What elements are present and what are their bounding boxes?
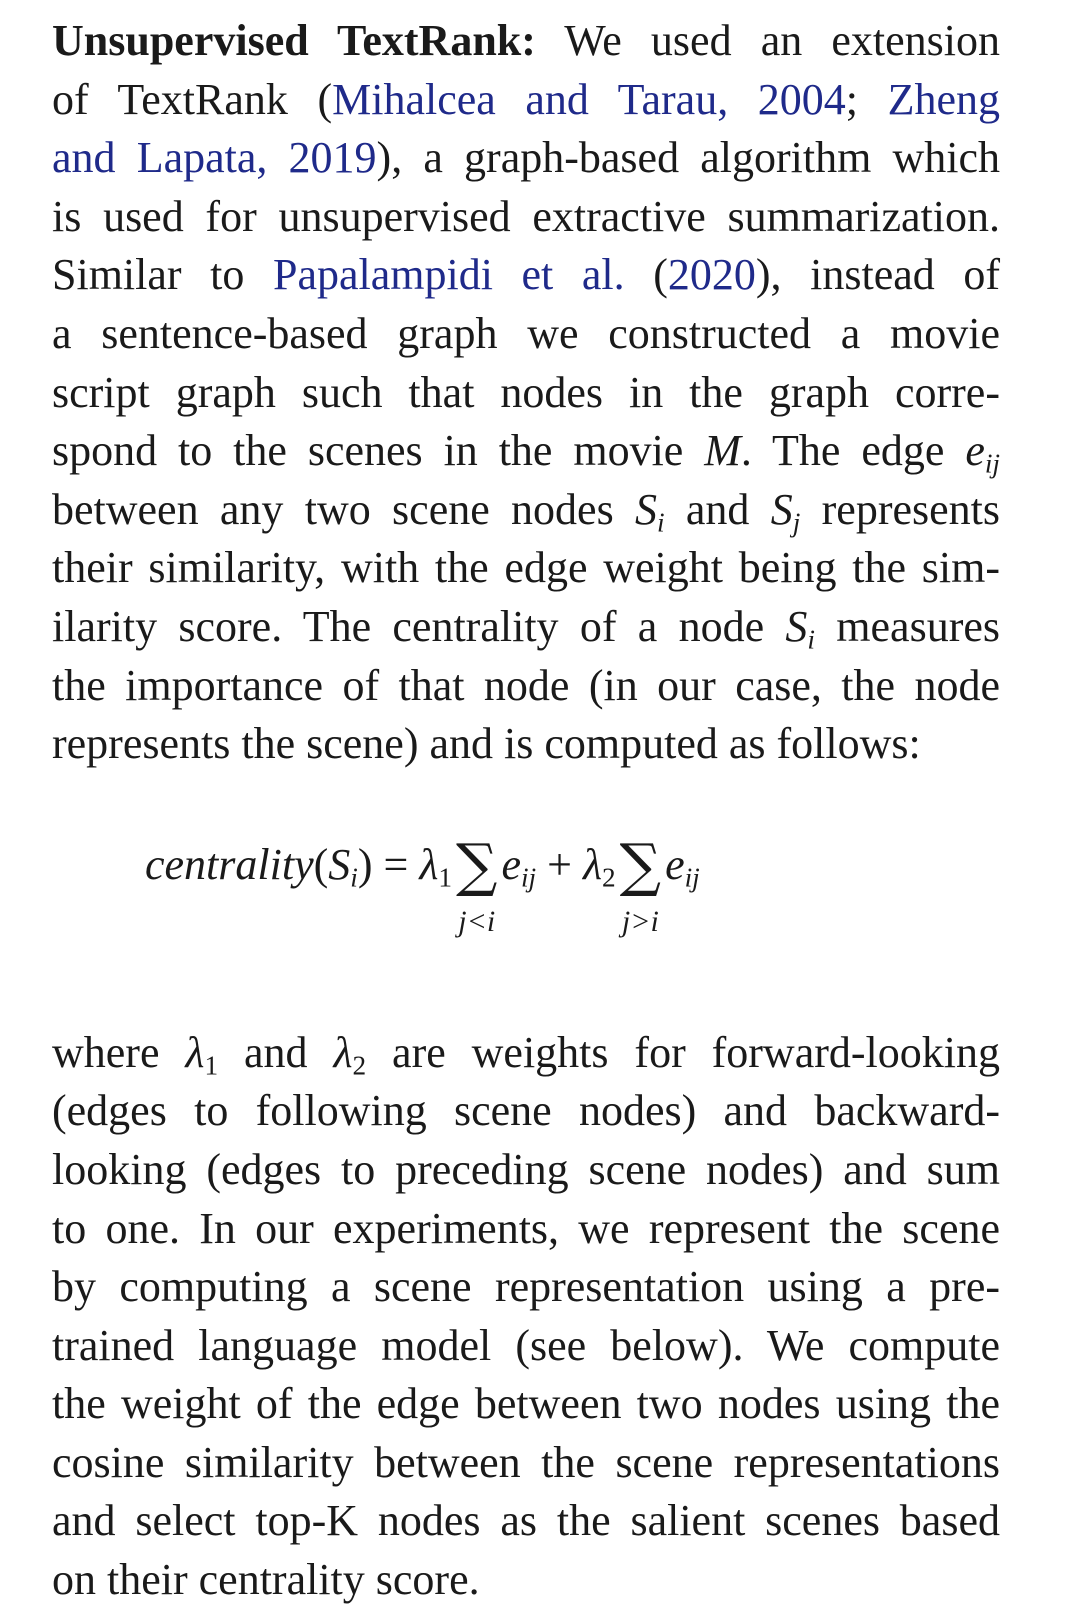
text-line	[52, 598, 1000, 657]
math-subscript: 1	[204, 1050, 219, 1081]
text-line: trained language model (see below). We compute	[52, 1320, 1000, 1370]
text-line	[52, 246, 1000, 305]
text-line: on their centrality score.	[52, 1555, 480, 1605]
paren-close: )	[357, 839, 373, 889]
citation-link[interactable]: and Lapata, 2019	[52, 133, 377, 183]
sum-glyph: ∑	[456, 830, 498, 899]
math-symbol: λ	[419, 839, 439, 889]
text-line: to one. In our experiments, we represent the scene	[52, 1203, 1000, 1253]
text-span: Similar to	[52, 250, 273, 300]
text-line	[52, 71, 1000, 130]
math-variable	[770, 484, 801, 538]
text-line: the weight of the edge between two nodes using the	[52, 1379, 1000, 1429]
text-line: represents the scene) and is computed as follows:	[52, 719, 921, 769]
text-span: spond to the scenes in the movie	[52, 426, 705, 476]
plus-sign: +	[547, 839, 572, 889]
equation-function: centrality	[145, 839, 314, 889]
math-subscript: ij	[684, 862, 700, 893]
math-subscript: ij	[984, 448, 1000, 479]
text-line	[52, 12, 1000, 71]
equals-sign: =	[383, 839, 409, 889]
text-span: ;	[845, 74, 888, 124]
math-subscript: i	[350, 862, 358, 893]
math-subscript: i	[657, 507, 665, 538]
edge-term	[665, 839, 700, 893]
math-symbol: S	[635, 484, 658, 534]
math-variable	[785, 601, 815, 655]
sum-glyph: ∑	[619, 830, 662, 899]
text-line: script graph such that nodes in the graph corre-	[52, 367, 1000, 417]
summation-symbol	[619, 830, 662, 938]
math-variable	[635, 484, 665, 538]
text-span: where	[52, 1027, 186, 1077]
text-span: and	[664, 484, 771, 534]
text-span: ), instead of	[755, 250, 1000, 300]
text-line: the importance of that node (in our case, the node	[52, 660, 1000, 710]
lambda-1	[419, 839, 453, 893]
text-span: represents	[800, 484, 1000, 534]
text-line	[52, 1024, 1000, 1083]
math-variable: M	[704, 426, 741, 476]
text-line: a sentence-based graph we constructed a movie	[52, 308, 1000, 358]
citation-link[interactable]: Mihalcea and Tarau, 2004	[332, 74, 846, 124]
equation-body	[145, 830, 700, 938]
math-symbol: e	[501, 839, 521, 889]
text-line: and select top-K nodes as the salient scenes based	[52, 1496, 1000, 1546]
text-span: are weights for forward-looking	[366, 1027, 1000, 1077]
text-span: between any two scene nodes	[52, 484, 636, 534]
text-line: (edges to following scene nodes) and backward-	[52, 1086, 1000, 1136]
section-heading: Unsupervised TextRank:	[52, 16, 536, 65]
text-line	[52, 422, 1000, 481]
text-span: (	[624, 250, 668, 300]
math-variable	[965, 426, 1000, 479]
math-subscript: 2	[602, 862, 616, 893]
paren-open: (	[313, 839, 329, 889]
citation-link[interactable]: 2020	[667, 250, 756, 300]
math-symbol: S	[770, 484, 793, 534]
math-subscript: j	[792, 507, 801, 538]
text-line: looking (edges to preceding scene nodes) and sum	[52, 1144, 1000, 1194]
summation-symbol	[456, 830, 498, 938]
math-symbol: e	[665, 839, 685, 889]
textrank-paragraph	[52, 12, 1000, 774]
math-symbol: e	[965, 426, 985, 476]
edge-term	[501, 839, 537, 893]
text-line: by computing a scene representation using a pre-	[52, 1262, 1000, 1312]
paper-page	[52, 12, 1000, 1610]
text-span: We used an extension	[535, 16, 1000, 65]
weights-paragraph	[52, 1024, 1000, 1610]
text-span: ilarity score. The centrality of a node	[52, 601, 786, 651]
equation-arg	[328, 839, 358, 893]
math-symbol: λ	[185, 1027, 205, 1077]
sum-limit: j>i	[621, 904, 659, 938]
text-line: their similarity, with the edge weight being the sim-	[52, 543, 1000, 593]
text-line: is used for unsupervised extractive summarization.	[52, 191, 1000, 241]
lambda-2	[333, 1027, 367, 1081]
text-span: ), a graph-based algorithm which	[376, 133, 1000, 183]
lambda-2	[582, 839, 616, 893]
text-line: cosine similarity between the scene representations	[52, 1437, 1000, 1487]
citation-link[interactable]: Zheng	[887, 74, 1000, 124]
text-span: . The edge	[740, 426, 966, 476]
centrality-equation	[52, 774, 1000, 1024]
math-subscript: ij	[520, 862, 537, 893]
math-symbol: λ	[333, 1027, 353, 1077]
math-subscript: 1	[438, 862, 453, 893]
text-line	[52, 129, 1000, 188]
math-symbol: S	[785, 601, 808, 651]
text-span: of TextRank (	[52, 74, 333, 124]
citation-link[interactable]: Papalampidi et al.	[272, 250, 625, 300]
math-subscript: i	[807, 624, 815, 655]
sum-limit: j<i	[458, 904, 496, 938]
lambda-1	[185, 1027, 219, 1081]
text-line	[52, 481, 1000, 540]
math-symbol: S	[328, 839, 351, 889]
text-span: measures	[815, 601, 1001, 651]
math-symbol: λ	[582, 839, 603, 889]
text-span: and	[218, 1027, 334, 1077]
math-subscript: 2	[352, 1050, 367, 1081]
